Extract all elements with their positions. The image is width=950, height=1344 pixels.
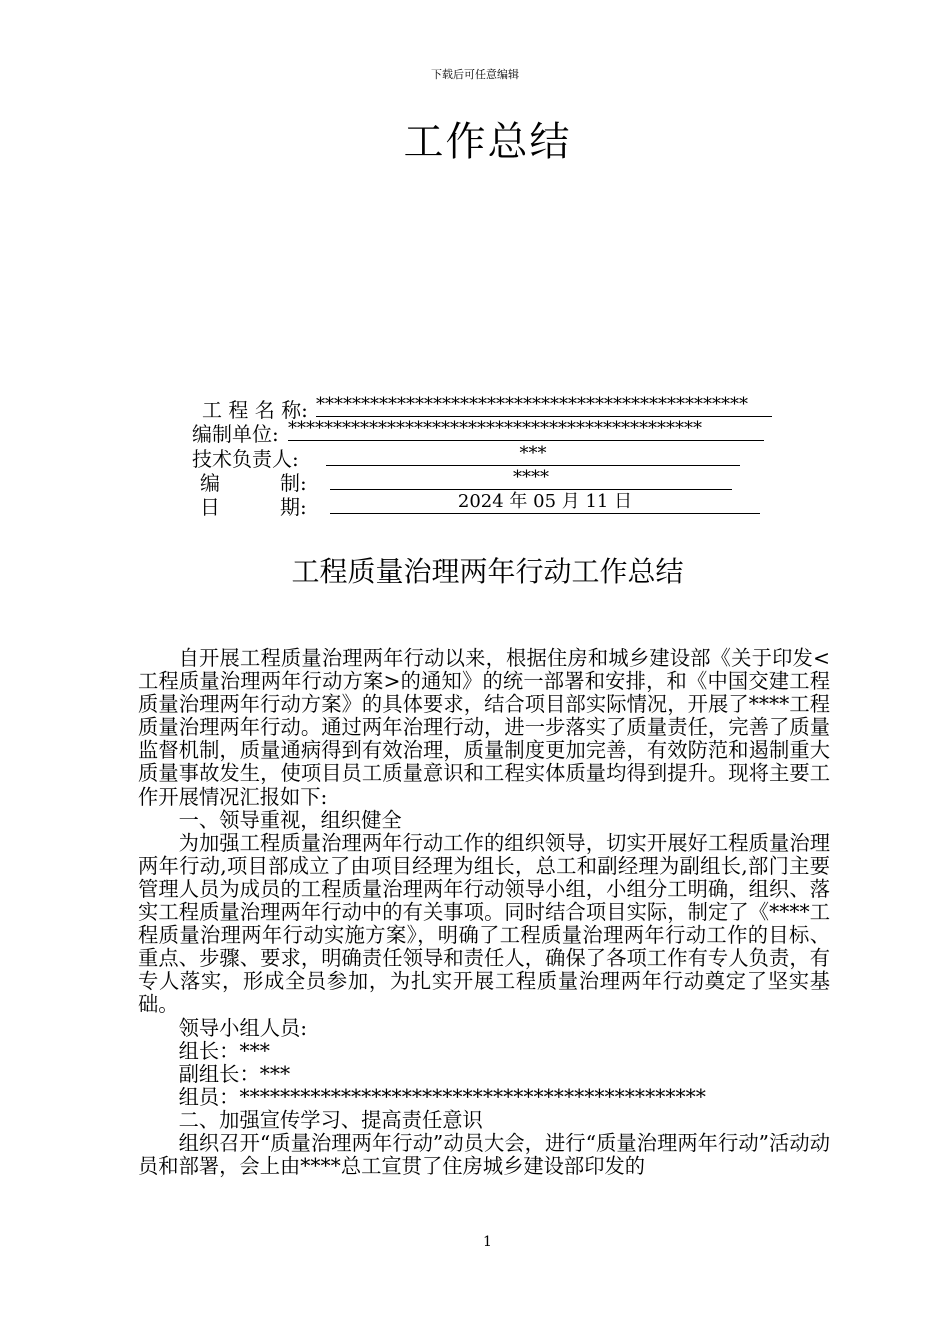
document-title: 工作总结 xyxy=(403,119,572,165)
compiling-unit-label: 编制单位: xyxy=(192,422,279,446)
header-note: 下载后可任意编辑 xyxy=(431,68,519,81)
group-members-line: 组员：********************************************** xyxy=(178,1084,706,1109)
technical-lead-value: *** xyxy=(326,443,740,466)
group-leader-line: 组长：*** xyxy=(178,1038,270,1063)
deputy-leader-line: 副组长：*** xyxy=(178,1061,291,1086)
leadership-paragraph: 为加强工程质量治理两年行动工作的组织领导，切实开展好工程质量治理两年行动,项目部成立了由项目经理为组长，总工和副经理为副组长,部门主要管理人员为成员的工程质量治理两年行动领导小组，小组分工明确，组织、落实工程质量治理两年行动中的有关事项。同时结合项目实际，制定了《****工程质量治理两年行动实施方案》，明确了工程质量治理两年行动工作的目标、重点、步骤、要求，明确责任领导和责任人，确保了各项工作有专人负责，有专人落实，形成全员参加，为扎实开展工程质量治理两年行动奠定了坚实基础。 xyxy=(138,830,830,1017)
compiling-unit-value: ********************************************** xyxy=(288,418,764,441)
report-body xyxy=(138,647,830,1178)
project-name-value: ************************************************ xyxy=(316,394,772,417)
date-label: 日 期: xyxy=(200,495,307,519)
section-heading-leadership: 一、领导重视，组织健全 xyxy=(178,807,402,832)
intro-paragraph: 自开展工程质量治理两年行动以来，根据住房和城乡建设部《关于印发<工程质量治理两年行动方案>的通知》的统一部署和安排，和《中国交建工程质量治理两年行动方案》的具体要求，结合项目部实际情况，开展了****工程质量治理两年行动。通过两年治理行动，进一步落实了质量责任，完善了质量监督机制，质量通病得到有效治理，质量制度更加完善，有效防范和遏制重大质量事故发生，使项目员工质量意识和工程实体质量均得到提升。现将主要工作开展情况汇报如下: xyxy=(138,646,830,809)
compiler-value: **** xyxy=(330,467,732,490)
date-value: 2024 年 05 月 11 日 xyxy=(330,491,760,514)
project-name-label: 工 程 名 称: xyxy=(202,398,308,422)
leading-group-heading: 领导小组人员: xyxy=(178,1015,308,1040)
page-number: 1 xyxy=(483,1234,492,1250)
compiler-label: 编 制: xyxy=(200,471,307,495)
technical-lead-label: 技术负责人: xyxy=(192,447,299,471)
publicity-paragraph: 组织召开“质量治理两年行动”动员大会，进行“质量治理两年行动”活动动员和部署，会上由****总工宣贯了住房城乡建设部印发的 xyxy=(138,1130,830,1179)
report-title: 工程质量治理两年行动工作总结 xyxy=(291,555,684,588)
section-heading-publicity: 二、加强宣传学习、提高责任意识 xyxy=(178,1107,483,1132)
